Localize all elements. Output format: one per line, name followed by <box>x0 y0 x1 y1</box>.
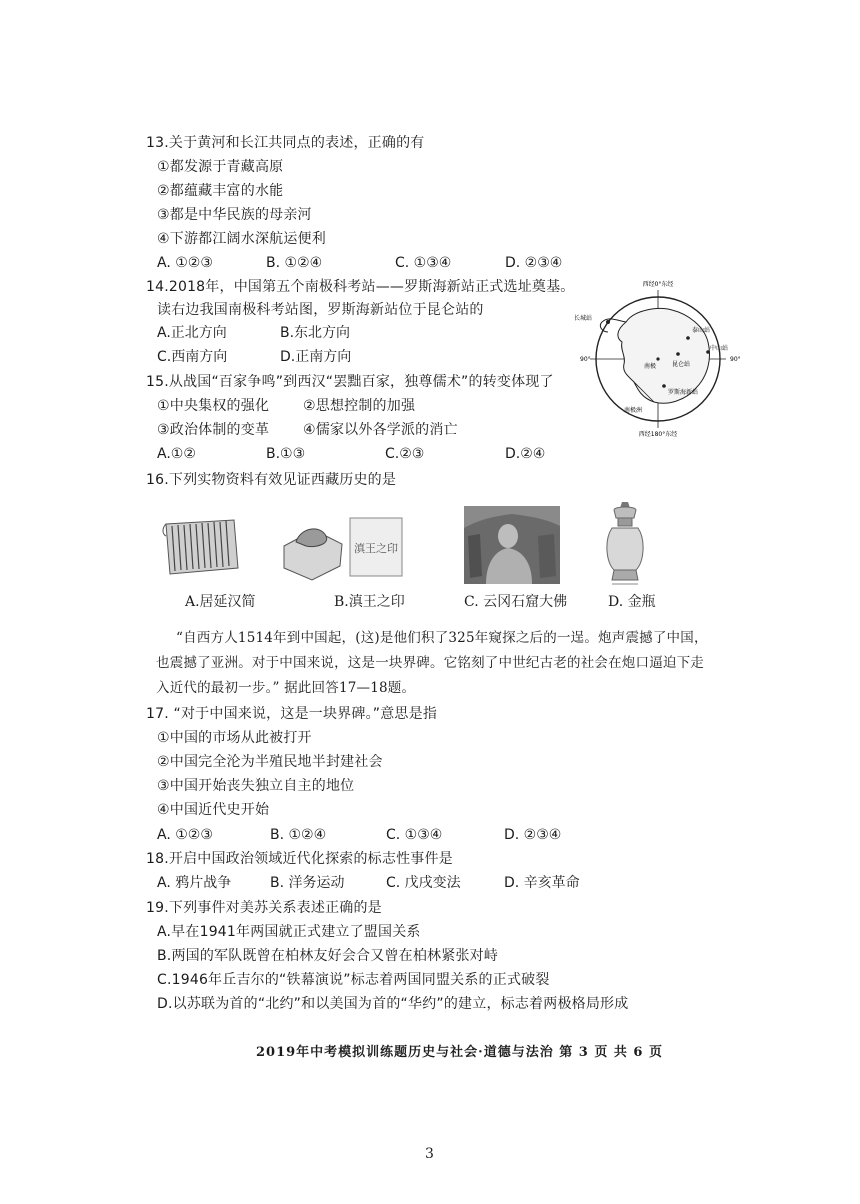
taishan-marker <box>686 336 690 340</box>
q15-option-a: A.①② <box>157 446 196 462</box>
q14-option-b: B.东北方向 <box>280 325 351 341</box>
passage-line-3: 入近代的最初一步。” 据此回答17—18题。 <box>156 680 416 696</box>
q18-option-d: D. 辛亥革命 <box>504 875 580 891</box>
q16-caption-d: D. 金瓶 <box>608 594 656 610</box>
rosshai-marker <box>662 384 666 388</box>
q15-option-b: B.①③ <box>266 446 306 462</box>
q15-item-2: ②思想控制的加强 <box>303 398 416 414</box>
map-top-label: 西经0°东经 <box>642 281 674 288</box>
kunlun-marker <box>676 352 680 356</box>
q19-option-a: A.早在1941年两国就正式建立了盟国关系 <box>157 924 421 940</box>
q19-stem: 19.下列事件对美苏关系表述正确的是 <box>146 900 382 916</box>
q14-option-a: A.正北方向 <box>157 325 227 341</box>
q15-option-d: D.②④ <box>505 446 546 462</box>
map-right-label: 90° <box>730 356 741 363</box>
q13-option-c: C. ①③④ <box>395 255 452 271</box>
antarctic-station-map <box>568 280 748 438</box>
q14-stem-2: 读右边我国南极科考站图，罗斯海新站位于昆仑站的 <box>157 302 484 318</box>
q16-stem: 16.下列实物资料有效见证西藏历史的是 <box>146 472 397 488</box>
passage-line-1: “自西方人1514年到中国起，(这)是他们积了325年窥探之后的一逞。炮声震撼了中国， <box>176 630 708 646</box>
q16-caption-c: C. 云冈石窟大佛 <box>464 594 568 610</box>
q14-option-c: C.西南方向 <box>157 349 228 365</box>
q13-item-1: ①都发源于青藏高原 <box>157 159 284 175</box>
q19-option-d: D.以苏联为首的“北约”和以美国为首的“华约”的建立，标志着两极格局形成 <box>157 996 629 1012</box>
changcheng-marker <box>606 320 610 324</box>
q15-item-1: ①中央集权的强化 <box>157 398 270 414</box>
zhongshan-label: 中山站 <box>710 345 729 352</box>
juyan-bamboo-slips-image <box>160 514 244 580</box>
q13-item-4: ④下游都江阔水深航运便利 <box>157 231 326 247</box>
q17-item-2: ②中国完全沦为半殖民地半封建社会 <box>157 754 383 770</box>
q13-option-d: D. ②③④ <box>505 255 563 271</box>
q15-item-3: ③政治体制的变革 <box>157 422 270 438</box>
yungang-buddha-image <box>464 506 560 584</box>
map-bottom-label: 西经180°东经 <box>638 431 678 438</box>
q16-caption-a: A.居延汉简 <box>185 594 256 610</box>
changcheng-label: 长城站 <box>574 315 593 322</box>
pole-label: 南极 <box>644 363 657 370</box>
q14-stem: 14.2018年，中国第五个南极科考站——罗斯海新站正式选址奠基。 <box>146 279 575 295</box>
q17-option-d: D. ②③④ <box>504 827 562 843</box>
q13-item-3: ③都是中华民族的母亲河 <box>157 207 312 223</box>
taishan-label: 泰山站 <box>692 327 711 334</box>
q18-stem: 18.开启中国政治领域近代化探索的标志性事件是 <box>146 851 453 867</box>
q18-option-c: C. 戊戌变法 <box>386 875 461 891</box>
q15-stem: 15.从战国“百家争鸣”到西汉“罢黜百家，独尊儒术”的转变体现了 <box>146 374 554 390</box>
q14-option-d: D.正南方向 <box>280 349 352 365</box>
q19-option-b: B.两国的军队既曾在柏林友好会合又曾在柏林紧张对峙 <box>157 948 499 964</box>
q15-item-4: ④儒家以外各学派的消亡 <box>303 422 458 438</box>
q17-item-4: ④中国近代史开始 <box>157 802 270 818</box>
map-left-label: 90° <box>580 356 591 363</box>
q13-item-2: ②都蕴藏丰富的水能 <box>157 183 284 199</box>
q17-item-3: ③中国开始丧失独立自主的地位 <box>157 778 355 794</box>
kunlun-label: 昆仑站 <box>672 361 691 368</box>
nanjizhou-label: 南极洲 <box>624 407 643 414</box>
q17-stem: 17. “对于中国来说，这是一块界碑。”意思是指 <box>146 706 438 722</box>
q18-option-a: A. 鸦片战争 <box>157 875 232 891</box>
q18-option-b: B. 洋务运动 <box>270 875 345 891</box>
q15-option-c: C.②③ <box>385 446 425 462</box>
passage-line-2: 也震撼了亚洲。对于中国来说，这是一块界碑。它铭刻了中世纪古老的社会在炮口逼迫下走 <box>156 655 704 671</box>
dian-king-seal-image <box>276 512 406 582</box>
q16-caption-b: B.滇王之印 <box>334 594 405 610</box>
rosshai-label: 罗斯海新站 <box>668 389 699 396</box>
q13-option-a: A. ①②③ <box>157 255 213 271</box>
page-number: 3 <box>425 1146 435 1162</box>
q13-option-b: B. ①②④ <box>266 255 323 271</box>
q17-option-c: C. ①③④ <box>386 827 443 843</box>
q17-option-a: A. ①②③ <box>157 827 213 843</box>
page-footer: 2019年中考模拟训练题历史与社会·道德与法治 第 3 页 共 6 页 <box>256 1045 663 1060</box>
q13-stem: 13.关于黄河和长江共同点的表述，正确的有 <box>146 135 425 151</box>
pole-marker <box>656 357 659 360</box>
golden-urn-image <box>600 500 650 586</box>
q17-option-b: B. ①②④ <box>270 827 327 843</box>
seal-impression-text: 滇王之印 <box>354 542 398 555</box>
q19-option-c: C.1946年丘吉尔的“铁幕演说”标志着两国同盟关系的正式破裂 <box>157 972 550 988</box>
q17-item-1: ①中国的市场从此被打开 <box>157 730 312 746</box>
